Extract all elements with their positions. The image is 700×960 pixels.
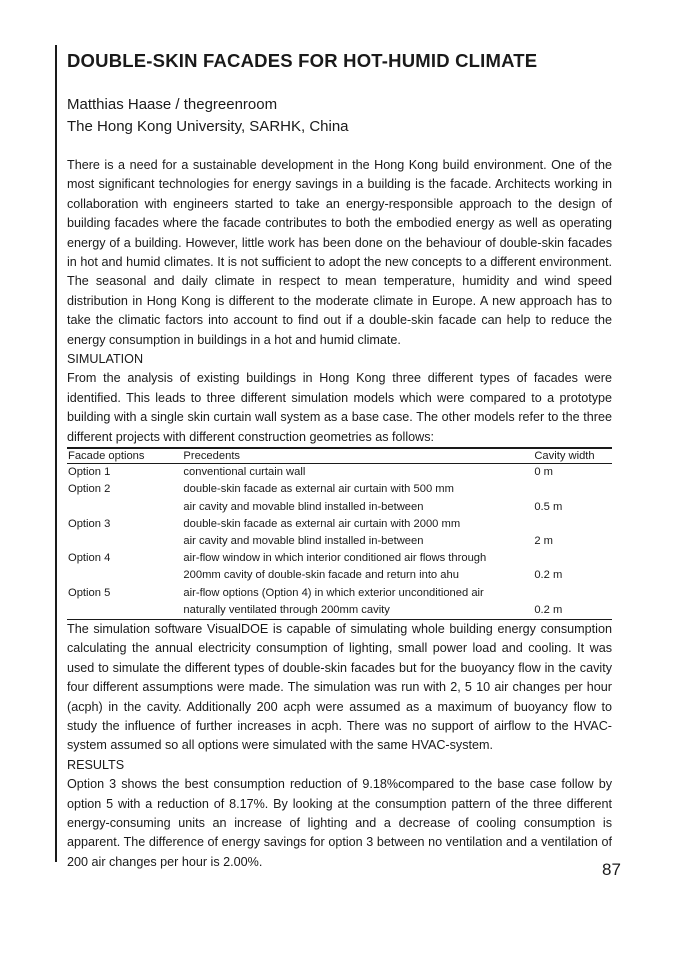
table-cell: double-skin facade as external air curtain with 500 mm bbox=[183, 483, 454, 496]
author-affiliation: The Hong Kong University, SARHK, China bbox=[67, 118, 349, 135]
table-header-row bbox=[67, 448, 612, 464]
table-cell: 0.2 m bbox=[533, 602, 612, 620]
results-paragraph: Option 3 shows the best consumption reduction of 9.18%compared to the base case follow by option 5 with a reduction of 8.17%. By looking at the consumption pattern of the three different energy-consuming units an increase of lighting and a decrease of cooling consumption is apparent. The difference of energy savings for option 3 between no ventilation and a ventilation of 200 air changes per hour is 2.00%. bbox=[67, 777, 612, 869]
table-row bbox=[67, 585, 612, 602]
author-block bbox=[67, 94, 612, 138]
table-row bbox=[67, 499, 612, 516]
header-precedents: Precedents bbox=[182, 448, 533, 464]
table-row bbox=[67, 602, 612, 620]
table-row bbox=[67, 481, 612, 498]
table-cell: air-flow window in which interior conditioned air flows through bbox=[183, 552, 487, 565]
table-cell bbox=[533, 550, 612, 567]
table-cell: 0.2 m bbox=[534, 569, 563, 582]
table-cell: 2 m bbox=[534, 534, 553, 547]
table-cell: Option 4 bbox=[68, 552, 111, 565]
table-cell: double-skin facade as external air curtain with 2000 mm bbox=[183, 517, 461, 530]
table-row bbox=[67, 516, 612, 533]
paper-title: DOUBLE-SKIN FACADES FOR HOT-HUMID CLIMATE bbox=[67, 50, 538, 71]
table-cell: naturally ventilated through 200mm cavity bbox=[182, 602, 533, 620]
table-cell: 0.5 m bbox=[534, 500, 563, 513]
table-cell: Option 1 bbox=[68, 466, 111, 479]
table-row bbox=[67, 567, 612, 584]
table-cell: Option 2 bbox=[68, 483, 111, 496]
facade-options-table bbox=[67, 447, 612, 620]
table-cell bbox=[67, 533, 182, 550]
table-cell bbox=[67, 567, 182, 584]
header-facade-options: Facade options bbox=[67, 448, 182, 464]
table-cell: air cavity and movable blind installed in-between bbox=[183, 534, 424, 547]
table-cell: Option 5 bbox=[68, 586, 111, 599]
table-row bbox=[67, 533, 612, 550]
results-heading: RESULTS bbox=[67, 757, 125, 772]
table-cell: 200mm cavity of double-skin facade and return into ahu bbox=[183, 569, 459, 582]
table-cell: conventional curtain wall bbox=[183, 466, 306, 479]
simulation-paragraph-2: The simulation software VisualDOE is capable of simulating whole building energy consumption calculating the annual electricity consumption of lighting, small power load and cooling. It was used to simulate the different types of double-skin facades but for the buoyancy flow in the cavity four different assumptions were made. The simulation was run with 2, 5 10 air changes per hour (acph) in the cavity. Additionally 200 acph were assumed as a maximum of buoyancy flow to study the influence of further increases in acph. There was no support of airflow to the HVAC-system assumed so all options were simulated with the same HVAC-system. bbox=[67, 621, 612, 753]
header-cavity-width: Cavity width bbox=[533, 448, 612, 464]
table-cell bbox=[67, 602, 182, 620]
table-cell: air-flow options (Option 4) in which exterior unconditioned air bbox=[183, 586, 484, 599]
table-cell: air cavity and movable blind installed in-between bbox=[183, 500, 424, 513]
author-name: Matthias Haase / thegreenroom bbox=[67, 96, 278, 113]
table-cell bbox=[533, 516, 612, 533]
table-row bbox=[67, 550, 612, 567]
table-row bbox=[67, 464, 612, 482]
page-content bbox=[67, 48, 612, 872]
margin-rule bbox=[55, 45, 57, 862]
table-cell: 0 m bbox=[534, 466, 553, 479]
table-cell bbox=[533, 585, 612, 602]
intro-paragraph: There is a need for a sustainable development in the Hong Kong build environment. One of the most significant technologies for energy savings in a building is the facade. Architects working in collaboration with engineers started to take an energy-responsible approach to the design of building facades where the facade contributes to both the embodied energy as well as operating energy of a building. However, little work has been done on the behaviour of double-skin facades in hot and humid climates. It is not sufficient to adopt the new concepts to a different environment. The seasonal and daily climate in respect to mean temperature, humidity and wind speed distribution in Hong Kong is different to the moderate climate in Europe. A new approach has to take the climatic factors into account to find out if a double-skin facade can help to reduce the energy consumption in buildings in a hot and humid climate. bbox=[67, 158, 612, 347]
page-number: 87 bbox=[602, 860, 621, 879]
table-cell: Option 3 bbox=[68, 517, 111, 530]
table-cell bbox=[67, 499, 182, 516]
table-cell bbox=[533, 481, 612, 498]
simulation-heading: SIMULATION bbox=[67, 352, 144, 367]
simulation-paragraph: From the analysis of existing buildings in Hong Kong three different types of facades were identified. This leads to three different simulation models which were compared to a prototype building with a single skin curtain wall system as a base case. The other models refer to the three different projects with different construction geometries as follows: bbox=[67, 371, 612, 444]
